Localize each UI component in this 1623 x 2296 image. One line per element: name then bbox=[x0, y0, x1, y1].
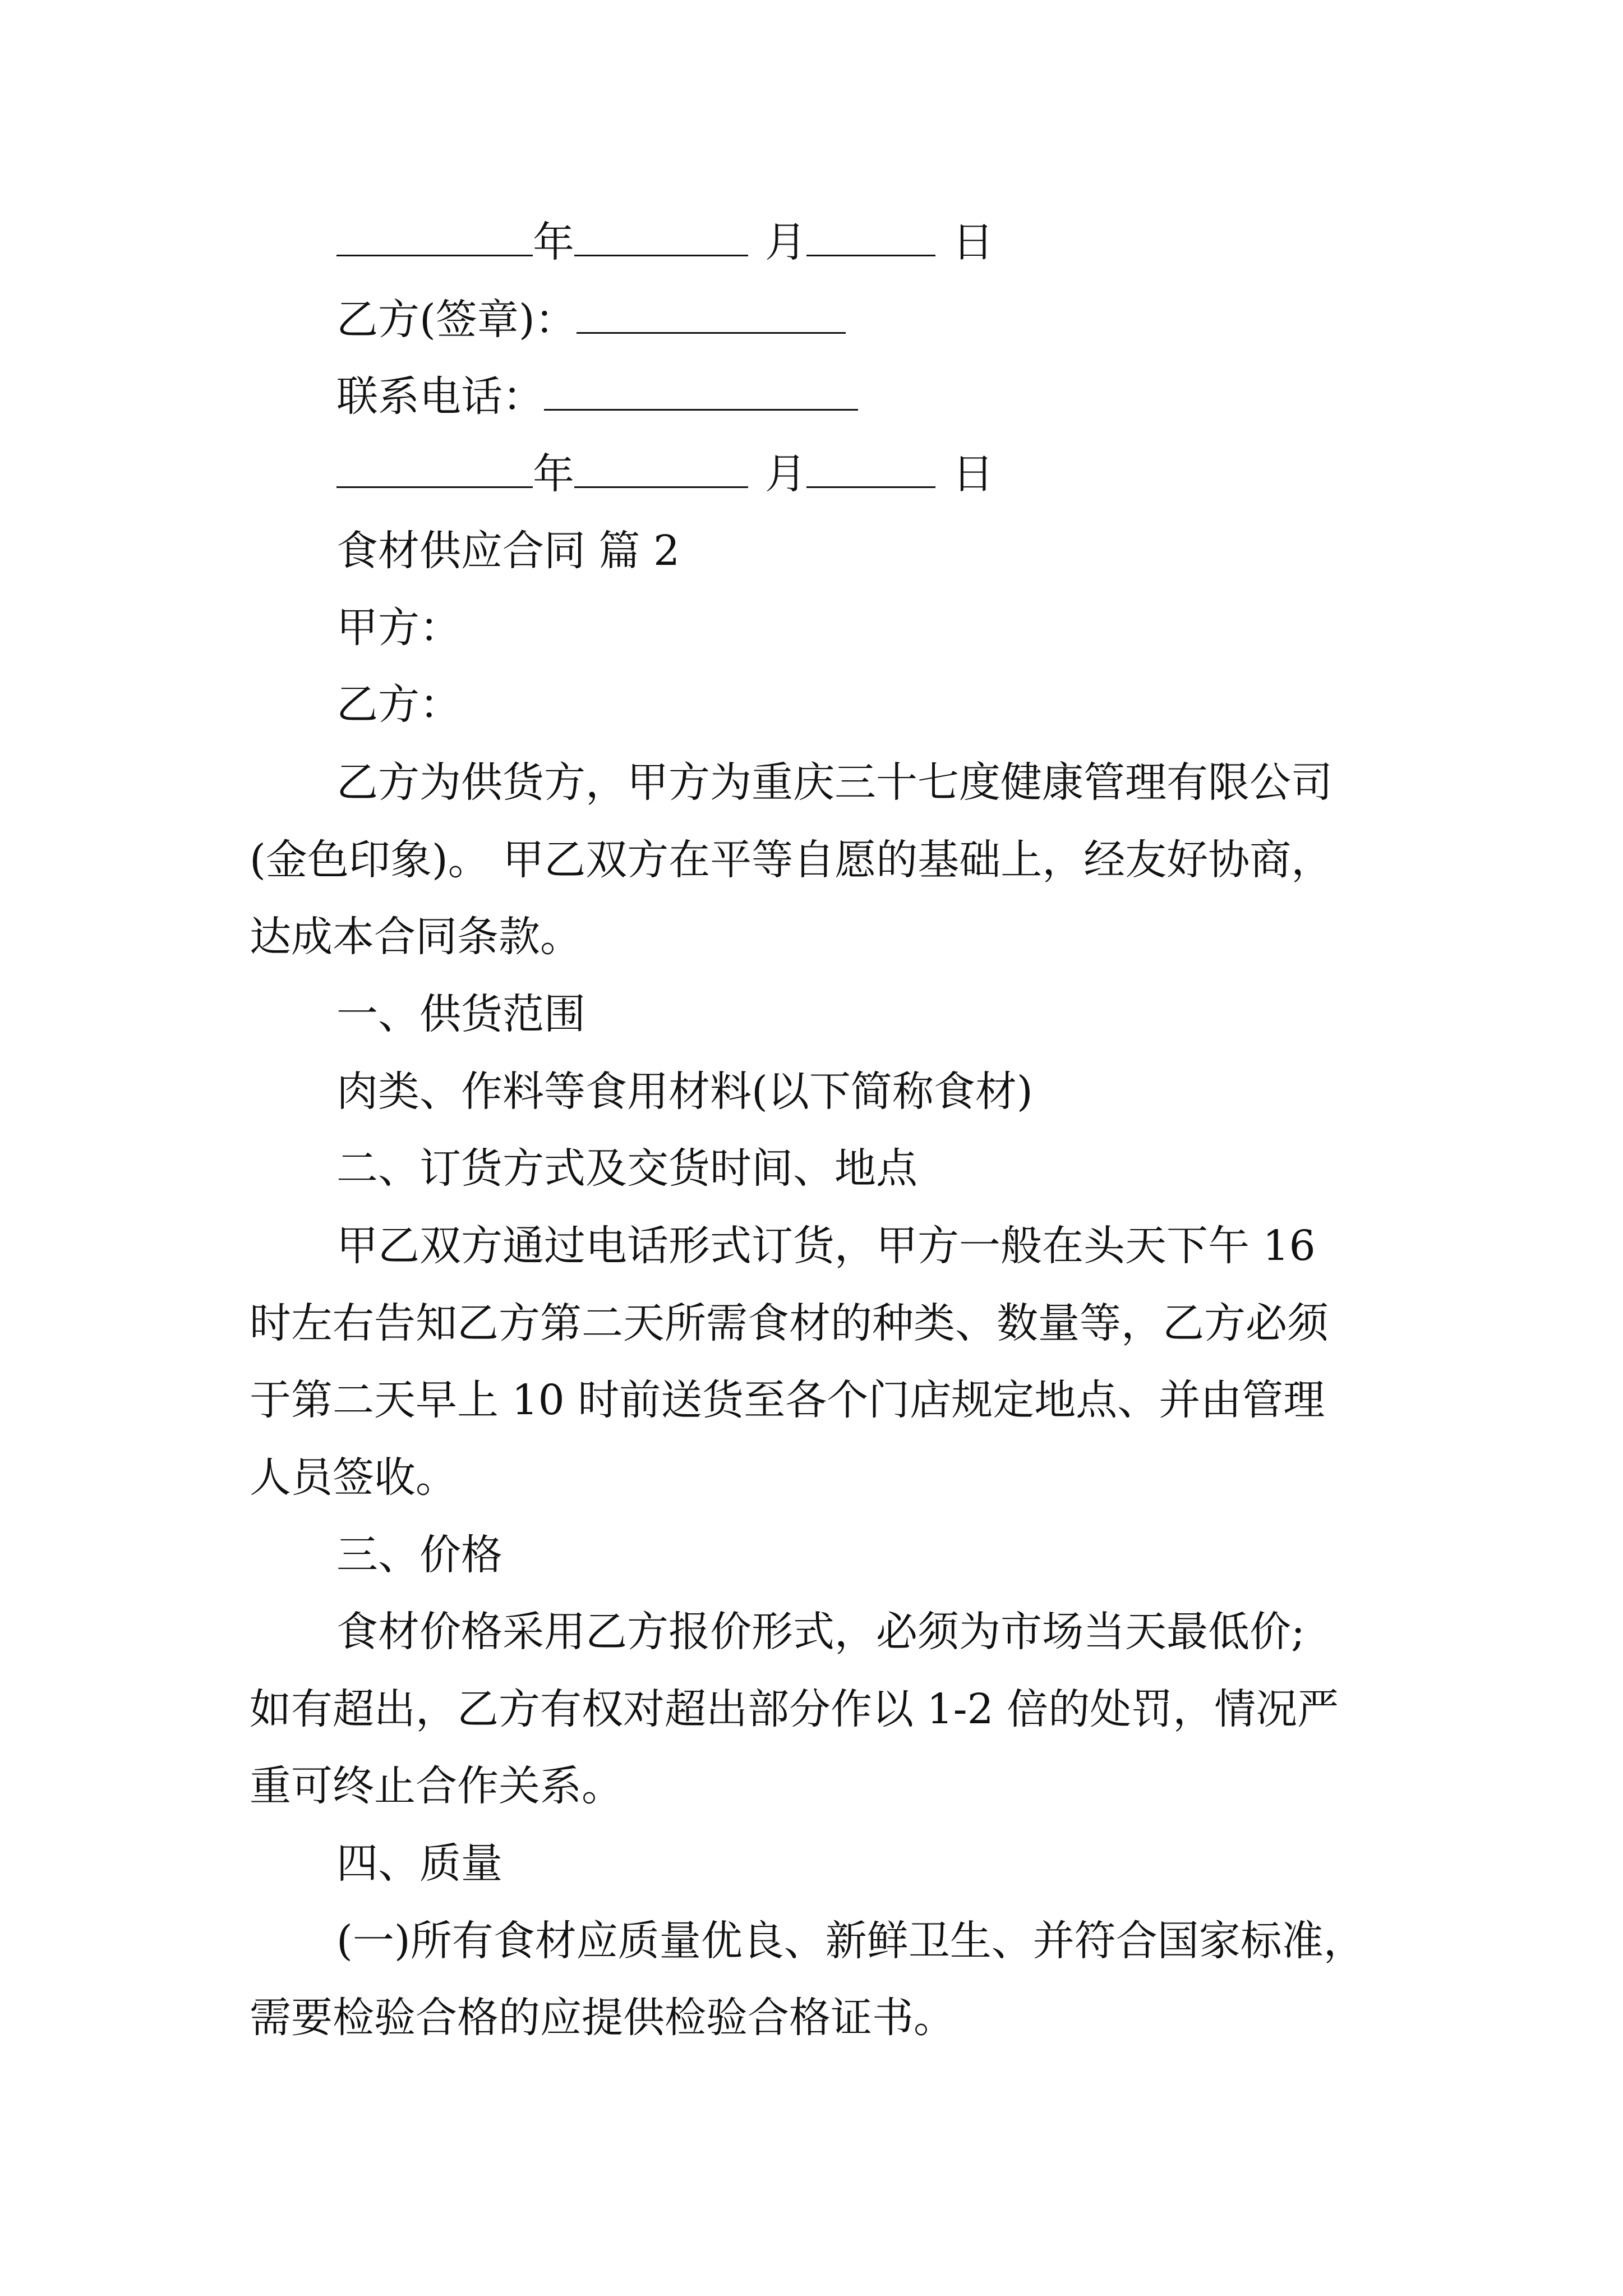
party-b-sign-label: 乙方(签章)： bbox=[336, 296, 577, 344]
day-label: 日 bbox=[952, 218, 994, 266]
section-heading: 三、价格 bbox=[336, 1531, 502, 1579]
section-text-line: 甲乙双方通过电话形式订货，甲方一般在头天下午 16 bbox=[336, 1222, 1316, 1270]
year-label: 年 bbox=[533, 450, 574, 498]
intro-line: 达成本合同条款。 bbox=[250, 913, 582, 961]
intro-line: (金色印象)。 甲乙双方在平等自愿的基础上，经友好协商， bbox=[250, 836, 1333, 884]
section-text-line: 人员签收。 bbox=[250, 1453, 457, 1502]
party-b-label: 乙方： bbox=[336, 680, 461, 729]
party-a-label: 甲方： bbox=[336, 604, 461, 652]
section-text-line: 需要检验合格的应提供检验合格证书。 bbox=[250, 1994, 955, 2042]
year-label: 年 bbox=[533, 218, 574, 266]
signature-blank bbox=[577, 291, 846, 334]
section-text-line: (一)所有食材应质量优良、新鲜卫生、并符合国家标准， bbox=[336, 1917, 1365, 1965]
date-line-1 bbox=[336, 213, 1405, 270]
section-heading: 一、供货范围 bbox=[336, 990, 585, 1038]
contact-phone-line bbox=[336, 367, 1405, 425]
party-b-signature-line bbox=[336, 291, 1405, 348]
contract-title: 食材供应合同 篇 2 bbox=[336, 527, 680, 575]
section-heading: 二、订货方式及交货时间、地点 bbox=[336, 1144, 917, 1193]
section-text-line: 重可终止合作关系。 bbox=[250, 1762, 623, 1810]
section-text-line: 肉类、作料等食用材料(以下简称食材) bbox=[336, 1068, 1033, 1116]
month-blank bbox=[574, 445, 748, 488]
section-text-line: 于第二天早上 10 时前送货至各个门店规定地点、并由管理 bbox=[250, 1376, 1325, 1424]
month-blank bbox=[574, 213, 748, 256]
year-blank bbox=[336, 213, 533, 256]
day-label: 日 bbox=[952, 450, 994, 498]
year-blank bbox=[336, 445, 533, 488]
month-label: 月 bbox=[765, 450, 806, 498]
date-line-2 bbox=[336, 445, 1405, 502]
section-text-line: 时左右告知乙方第二天所需食材的种类、数量等，乙方必须 bbox=[250, 1299, 1329, 1347]
section-text-line: 食材价格采用乙方报价形式，必须为市场当天最低价; bbox=[336, 1608, 1305, 1656]
month-label: 月 bbox=[765, 218, 806, 266]
section-heading: 四、质量 bbox=[336, 1839, 502, 1888]
phone-blank bbox=[544, 367, 858, 411]
day-blank bbox=[806, 213, 935, 256]
contact-phone-label: 联系电话： bbox=[336, 372, 544, 421]
section-text-line: 如有超出，乙方有权对超出部分作以 1-2 倍的处罚，情况严 bbox=[250, 1685, 1339, 1733]
intro-line: 乙方为供货方，甲方为重庆三十七度健康管理有限公司 bbox=[336, 758, 1332, 807]
day-blank bbox=[806, 445, 935, 488]
